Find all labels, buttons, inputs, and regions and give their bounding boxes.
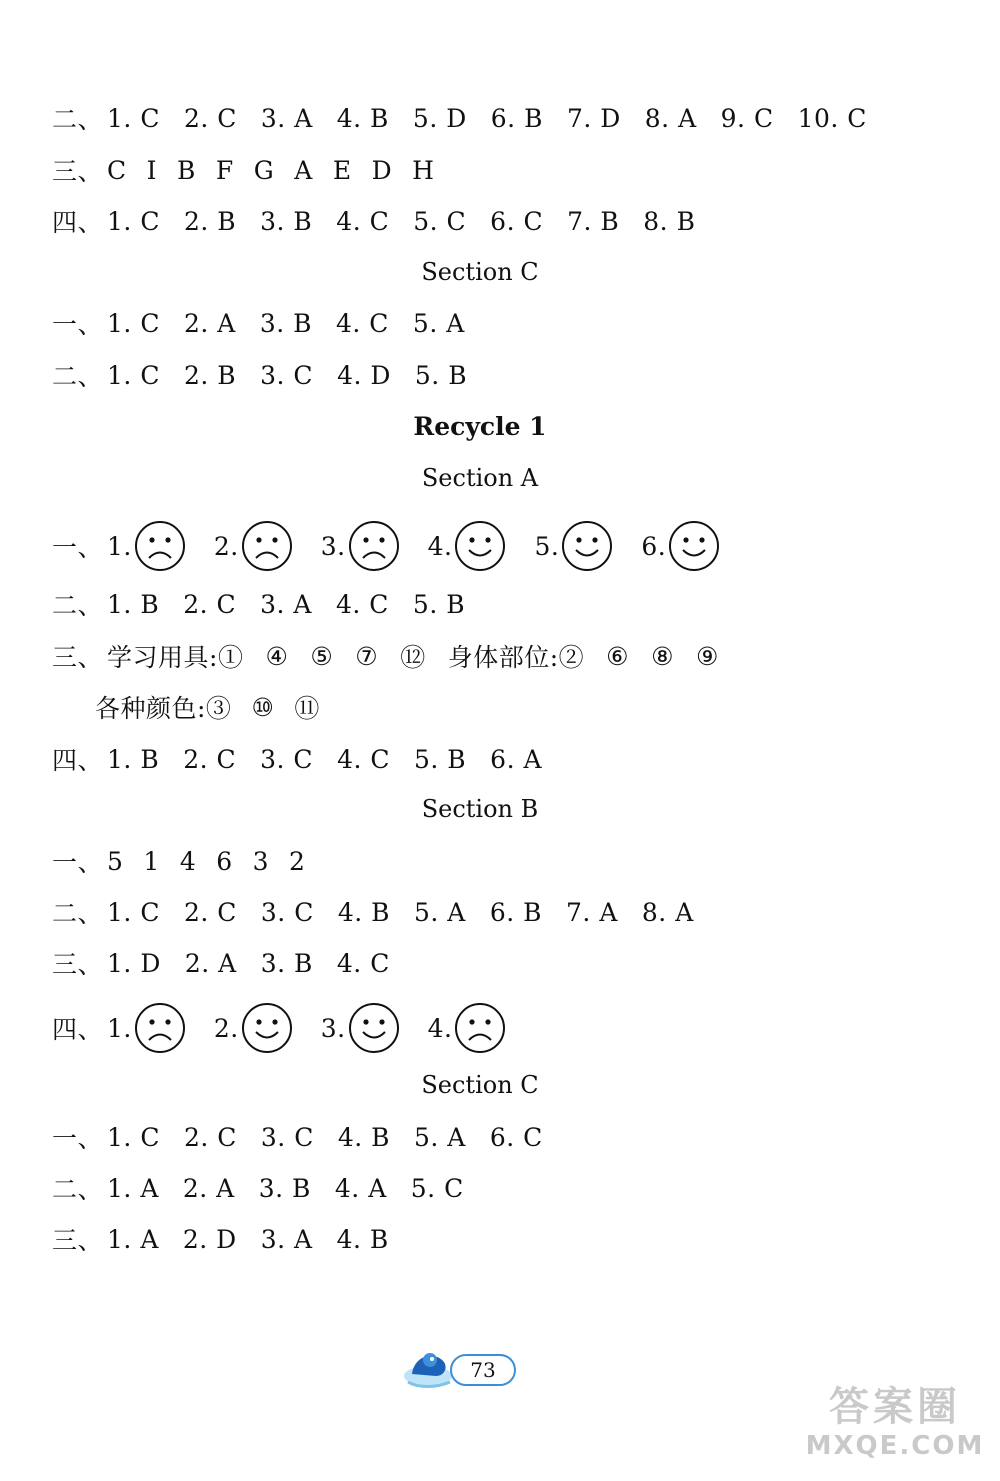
- answer-item: 7. D: [566, 103, 621, 133]
- answer-item: 1. C: [107, 1122, 160, 1152]
- question-number: 三、: [52, 950, 104, 979]
- answer-item: 3. C: [260, 744, 314, 774]
- answer-row: [52, 739, 542, 779]
- answer-item: D: [371, 155, 393, 185]
- answer-item: 3: [252, 846, 270, 876]
- face-item-number: 4.: [427, 531, 453, 561]
- answer-item: 8. B: [643, 206, 696, 236]
- answer-item: 3. B: [259, 308, 312, 338]
- face-answer-item: [107, 520, 186, 572]
- question-number: 一、: [52, 1124, 104, 1153]
- answer-item: 3. C: [260, 897, 314, 927]
- smiley-face-icon: [241, 1002, 293, 1054]
- answer-item: 7. A: [566, 897, 618, 927]
- face-answer-row: [52, 1002, 506, 1054]
- question-number: 一、: [52, 533, 104, 562]
- face-answer-item: [214, 520, 293, 572]
- answer-item: 2. C: [183, 897, 237, 927]
- answer-item: I: [146, 155, 158, 185]
- answer-item: 2. A: [183, 308, 236, 338]
- answer-item: 4. C: [336, 206, 390, 236]
- question-number: 二、: [52, 105, 104, 134]
- answer-item: 身体部位:②: [447, 643, 585, 672]
- answer-item: 2. A: [184, 948, 237, 978]
- answer-item: 3. C: [260, 1122, 314, 1152]
- answer-item: 1. C: [107, 103, 160, 133]
- answer-row: [52, 303, 465, 343]
- question-number: 四、: [52, 208, 104, 237]
- answer-item: 2. D: [182, 1224, 237, 1254]
- answer-item: 学习用具:①: [107, 643, 244, 672]
- smiley-face-icon: [454, 520, 506, 572]
- face-answer-item: [428, 520, 507, 572]
- question-number: 二、: [52, 1175, 104, 1204]
- answer-item: 3. A: [260, 589, 312, 619]
- smiley-face-icon: [348, 1002, 400, 1054]
- answer-item: 5. C: [413, 206, 467, 236]
- answer-item: ⑤: [310, 641, 334, 671]
- answer-item: 1. A: [107, 1173, 159, 1203]
- question-number: 一、: [52, 848, 104, 877]
- face-answer-item: [107, 1002, 186, 1054]
- face-answer-item: [534, 520, 613, 572]
- face-item-number: 1.: [107, 1013, 132, 1043]
- question-number: 三、: [52, 157, 104, 186]
- face-item-number: 2.: [213, 1013, 239, 1043]
- face-item-number: 2.: [213, 531, 239, 561]
- question-number: 三、: [52, 643, 104, 672]
- answer-row: [52, 1168, 464, 1208]
- answer-item: ⑩: [251, 692, 275, 722]
- sad-face-icon: [241, 520, 293, 572]
- answer-item: E: [332, 155, 352, 185]
- answer-item: 1. A: [107, 1224, 159, 1254]
- question-number: 四、: [52, 1015, 104, 1044]
- question-number: 一、: [52, 310, 104, 339]
- answer-item: 3. B: [260, 206, 313, 236]
- answer-item: 6. C: [489, 1122, 543, 1152]
- section-heading: Section A: [421, 464, 539, 492]
- answer-item: 4. B: [336, 1224, 389, 1254]
- answer-item: 6: [216, 846, 233, 876]
- sad-face-icon: [348, 520, 400, 572]
- face-answer-item: [214, 1002, 293, 1054]
- question-number: 二、: [52, 899, 104, 928]
- sad-face-icon: [134, 520, 186, 572]
- answer-item: C: [107, 155, 127, 185]
- answer-item: 6. C: [490, 206, 544, 236]
- answer-item: 3. A: [260, 1224, 313, 1254]
- answer-item: 2. A: [182, 1173, 235, 1203]
- answer-item: 4. B: [337, 897, 390, 927]
- answer-item: ⑨: [696, 641, 719, 671]
- answer-item: 4. C: [336, 948, 390, 978]
- answer-item: 3. A: [260, 103, 313, 133]
- question-number: 三、: [52, 1226, 104, 1255]
- watermark-logo: [800, 1383, 990, 1473]
- answer-item: A: [294, 155, 313, 185]
- answer-item: 2: [289, 846, 306, 876]
- answer-row: [52, 355, 467, 395]
- answer-item: G: [253, 155, 275, 185]
- sad-face-icon: [454, 1002, 506, 1054]
- watermark-site-text: MXQE.COM: [805, 1431, 985, 1461]
- answer-item: H: [412, 155, 435, 185]
- page-footer: [400, 1342, 520, 1394]
- answer-item: 6. B: [489, 897, 543, 927]
- answer-row: [52, 98, 867, 138]
- answer-item: 5: [107, 846, 124, 876]
- answer-item: 4. D: [337, 360, 391, 390]
- unit-title: Recycle 1: [413, 412, 547, 441]
- face-item-number: 6.: [641, 531, 667, 561]
- answer-item: 6. A: [490, 744, 543, 774]
- answer-item: 9. C: [720, 103, 774, 133]
- answer-item: ⑥: [606, 641, 630, 671]
- face-answer-item: [321, 1002, 400, 1054]
- answer-row: [95, 687, 320, 727]
- answer-row: [52, 584, 465, 624]
- answer-item: 1. B: [107, 744, 160, 774]
- face-item-number: 3.: [320, 531, 346, 561]
- answer-item: 5. A: [414, 897, 466, 927]
- face-item-number: 5.: [534, 531, 560, 561]
- face-answer-row: [52, 520, 720, 572]
- answer-item: 5. A: [414, 1122, 466, 1152]
- answer-item: 2. B: [183, 206, 237, 236]
- answer-item: 1. B: [107, 589, 160, 619]
- face-item-number: 3.: [320, 1013, 346, 1043]
- section-heading: Section B: [421, 795, 539, 823]
- answer-item: 5. D: [412, 103, 467, 133]
- answer-item: 7. B: [567, 206, 620, 236]
- answer-item: 4. B: [337, 1122, 390, 1152]
- answer-item: 1: [143, 846, 160, 876]
- answer-item: 1. C: [107, 308, 160, 338]
- answer-item: 3. B: [258, 1173, 311, 1203]
- answer-row: [52, 892, 694, 932]
- face-answer-item: [428, 1002, 507, 1054]
- answer-item: 5. B: [414, 744, 467, 774]
- answer-item: 4: [179, 846, 197, 876]
- answer-item: 2. B: [183, 360, 237, 390]
- answer-item: 5. B: [412, 589, 466, 619]
- answer-item: 4. C: [335, 308, 389, 338]
- answer-item: 1. C: [107, 206, 160, 236]
- answer-row: [52, 150, 434, 190]
- face-answer-item: [641, 520, 720, 572]
- answer-item: 各种颜色:③: [95, 694, 232, 723]
- answer-item: 3. C: [260, 360, 314, 390]
- answer-item: 8. A: [644, 103, 697, 133]
- answer-item: ⑪: [294, 694, 320, 723]
- answer-item: 2. C: [183, 744, 237, 774]
- answer-row: [52, 841, 305, 881]
- section-heading: Section C: [421, 1071, 539, 1099]
- answer-item: 1. D: [107, 948, 161, 978]
- smiley-face-icon: [561, 520, 613, 572]
- answer-item: 4. B: [336, 103, 389, 133]
- answer-item: 2. C: [183, 589, 237, 619]
- question-number: 二、: [52, 362, 104, 391]
- answer-row: [52, 636, 719, 676]
- answer-item: 4. A: [334, 1173, 387, 1203]
- face-item-number: 1.: [107, 531, 132, 561]
- answer-row: [52, 943, 390, 983]
- section-heading: Section C: [421, 258, 539, 286]
- face-answer-item: [321, 520, 400, 572]
- answer-row: [52, 1117, 543, 1157]
- smiley-face-icon: [668, 520, 720, 572]
- answer-item: ④: [265, 641, 289, 671]
- sad-face-icon: [134, 1002, 186, 1054]
- answer-item: 8. A: [641, 897, 694, 927]
- answer-item: 5. B: [414, 360, 468, 390]
- question-number: 二、: [52, 591, 104, 620]
- answer-item: 10. C: [797, 103, 867, 133]
- question-number: 四、: [52, 746, 104, 775]
- answer-item: 4. C: [335, 589, 389, 619]
- answer-item: B: [177, 155, 196, 185]
- answer-item: ⑦: [355, 641, 379, 671]
- page-number: 73: [450, 1354, 516, 1386]
- answer-item: 6. B: [490, 103, 543, 133]
- answer-item: 2. C: [183, 1122, 237, 1152]
- face-item-number: 4.: [427, 1013, 453, 1043]
- answer-row: [52, 1219, 389, 1259]
- watermark-top-text: 答案圈: [829, 1384, 961, 1430]
- answer-item: 5. C: [410, 1173, 464, 1203]
- answer-row: [52, 201, 695, 241]
- answer-item: 1. C: [107, 360, 160, 390]
- answer-item: 5. A: [412, 308, 465, 338]
- answer-item: 4. C: [337, 744, 390, 774]
- answer-item: ⑫: [400, 643, 426, 672]
- answer-item: 2. C: [183, 103, 237, 133]
- answer-item: F: [215, 155, 234, 185]
- answer-item: 3. B: [260, 948, 313, 978]
- answer-item: 1. C: [107, 897, 160, 927]
- answer-item: ⑧: [651, 641, 675, 671]
